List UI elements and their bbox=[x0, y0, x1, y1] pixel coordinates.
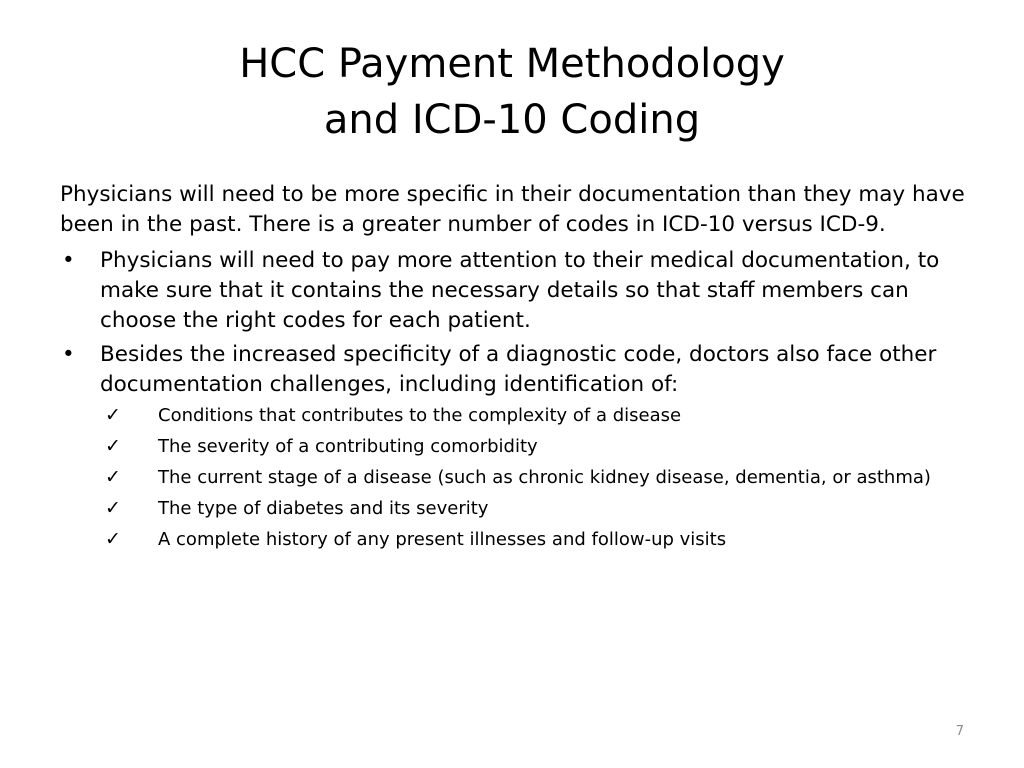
checklist-text: A complete history of any present illnesses and follow-up visits bbox=[158, 529, 727, 550]
title-line-1: HCC Payment Methodology bbox=[239, 41, 785, 87]
checkmark-icon: ✓ bbox=[105, 466, 121, 488]
bullet-icon: • bbox=[62, 248, 75, 273]
checkmark-icon: ✓ bbox=[105, 497, 121, 519]
checklist bbox=[100, 404, 965, 551]
checklist-text: The current stage of a disease (such as chronic kidney disease, dementia, or asthma) bbox=[158, 467, 931, 488]
slide-body bbox=[60, 180, 965, 559]
checklist-text: Conditions that contributes to the complexity of a disease bbox=[158, 405, 682, 426]
checkmark-icon: ✓ bbox=[105, 435, 121, 457]
intro-paragraph: Physicians will need to be more specific in their documentation than they may have been in the past. There is a greater number of codes in ICD-10 versus ICD-9. bbox=[60, 182, 965, 237]
checklist-item bbox=[100, 466, 965, 489]
bullet-list bbox=[60, 246, 965, 551]
title-line-2: and ICD-10 Coding bbox=[323, 97, 701, 143]
bullet-item bbox=[60, 246, 965, 336]
checklist-item bbox=[100, 435, 965, 458]
slide-title bbox=[0, 36, 1024, 148]
checklist-item bbox=[100, 528, 965, 551]
checkmark-icon: ✓ bbox=[105, 404, 121, 426]
bullet-item bbox=[60, 340, 965, 551]
checklist-text: The severity of a contributing comorbidity bbox=[158, 436, 538, 457]
checklist-text: The type of diabetes and its severity bbox=[158, 498, 489, 519]
bullet-text: Physicians will need to pay more attention to their medical documentation, to make sure that it contains the necessary details so that staff members can choose the right codes for each patient. bbox=[100, 248, 940, 333]
bullet-text: Besides the increased specificity of a diagnostic code, doctors also face other documentation challenges, including identification of: bbox=[100, 342, 937, 397]
checklist-item bbox=[100, 404, 965, 427]
checklist-item bbox=[100, 497, 965, 520]
bullet-icon: • bbox=[62, 342, 75, 367]
checkmark-icon: ✓ bbox=[105, 528, 121, 550]
page-number: 7 bbox=[955, 724, 964, 739]
